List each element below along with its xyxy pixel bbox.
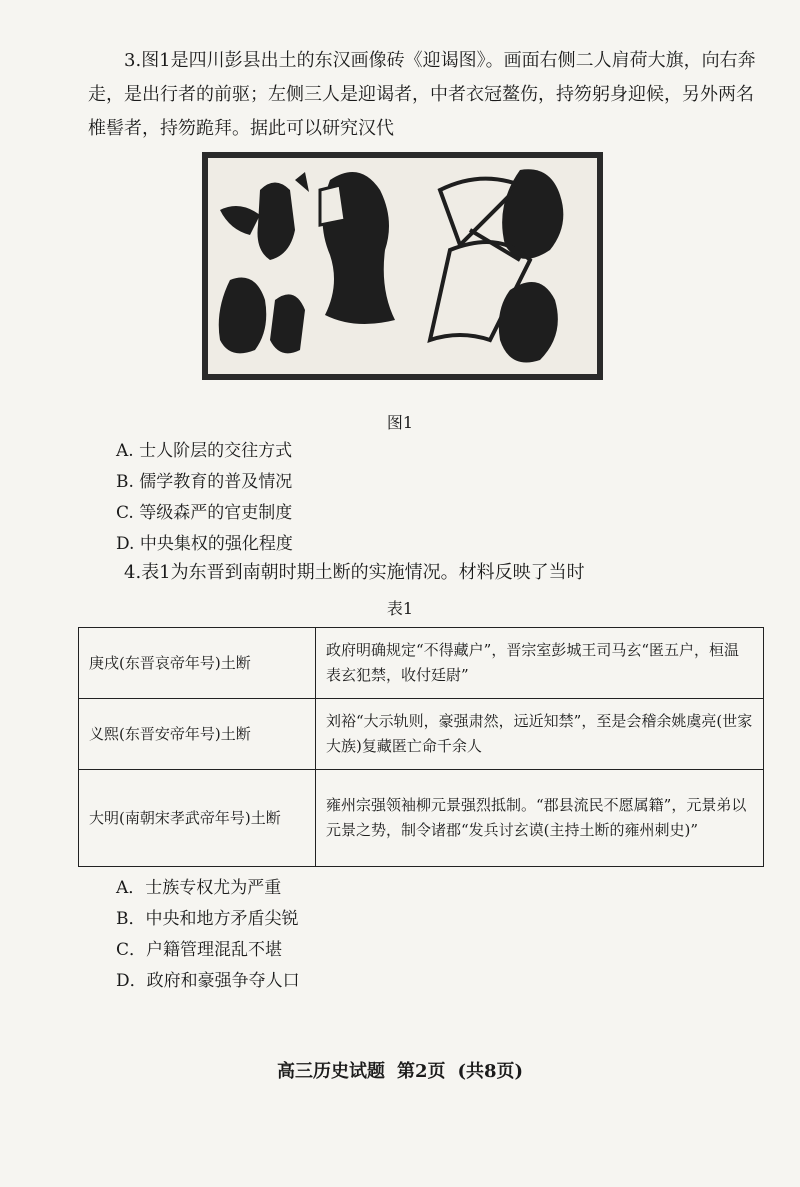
q3-option-b: B. 儒学教育的普及情况 bbox=[116, 472, 293, 492]
question-3-number: 3. bbox=[124, 50, 142, 71]
question-4-number: 4. bbox=[124, 562, 142, 583]
q4-option-a: A．士族专权尤为严重 bbox=[116, 878, 282, 898]
table-cell-description: 雍州宗强领袖柳元景强烈抵制。“郡县流民不愿属籍”，元景弟以元景之势，制令诸郡“发兵讨玄谟(主持土断的雍州刺史)” bbox=[316, 770, 764, 867]
table-cell-period: 大明(南朝宋孝武帝年号)土断 bbox=[79, 770, 316, 867]
table-cell-description: 政府明确规定“不得藏户”，晋宗室彭城王司马玄“匿五户，桓温表玄犯禁，收付廷尉” bbox=[316, 628, 764, 699]
table-row bbox=[79, 699, 764, 770]
q3-option-a: A. 士人阶层的交往方式 bbox=[116, 441, 293, 461]
table-row bbox=[79, 628, 764, 699]
table-row bbox=[79, 770, 764, 867]
table-cell-description: 刘裕“大示轨则，豪强肃然，远近知禁”，至是会稽余姚虞亮(世家大族)复藏匿亡命千余人 bbox=[316, 699, 764, 770]
figure-1-rubbing-image bbox=[200, 150, 605, 382]
question-3-options bbox=[116, 436, 293, 560]
question-4-stem bbox=[88, 556, 758, 590]
table-cell-period: 庚戌(东晋哀帝年号)土断 bbox=[79, 628, 316, 699]
figure-1-caption: 图1 bbox=[386, 413, 414, 432]
question-3-text: 图1是四川彭县出土的东汉画像砖《迎谒图》。画面右侧二人肩荷大旗，向右奔走，是出行者的前驱；左侧三人是迎谒者，中者衣冠鳌伤，持笏躬身迎候，另外两名椎髻者，持笏跪拜。据此可以研究汉代 bbox=[88, 50, 756, 139]
table-cell-period: 义熙(东晋安帝年号)土断 bbox=[79, 699, 316, 770]
question-4-options bbox=[116, 873, 300, 997]
footer-total-pages: (共8页) bbox=[457, 1061, 524, 1082]
table-1 bbox=[78, 627, 764, 867]
q4-option-d: D．政府和豪强争夺人口 bbox=[116, 971, 300, 991]
q3-option-c: C. 等级森严的官吏制度 bbox=[116, 503, 293, 523]
question-4-text: 表1为东晋到南朝时期土断的实施情况。材料反映了当时 bbox=[141, 562, 585, 583]
table-1-title: 表1 bbox=[386, 599, 414, 618]
q3-option-d: D. 中央集权的强化程度 bbox=[116, 534, 293, 554]
question-3-stem bbox=[88, 44, 758, 146]
q4-option-c: C．户籍管理混乱不堪 bbox=[116, 940, 283, 960]
page-footer bbox=[0, 1057, 800, 1083]
q4-option-b: B．中央和地方矛盾尖锐 bbox=[116, 909, 299, 929]
footer-page-number: 第2页 bbox=[396, 1061, 446, 1082]
footer-title: 高三历史试题 bbox=[276, 1061, 385, 1082]
